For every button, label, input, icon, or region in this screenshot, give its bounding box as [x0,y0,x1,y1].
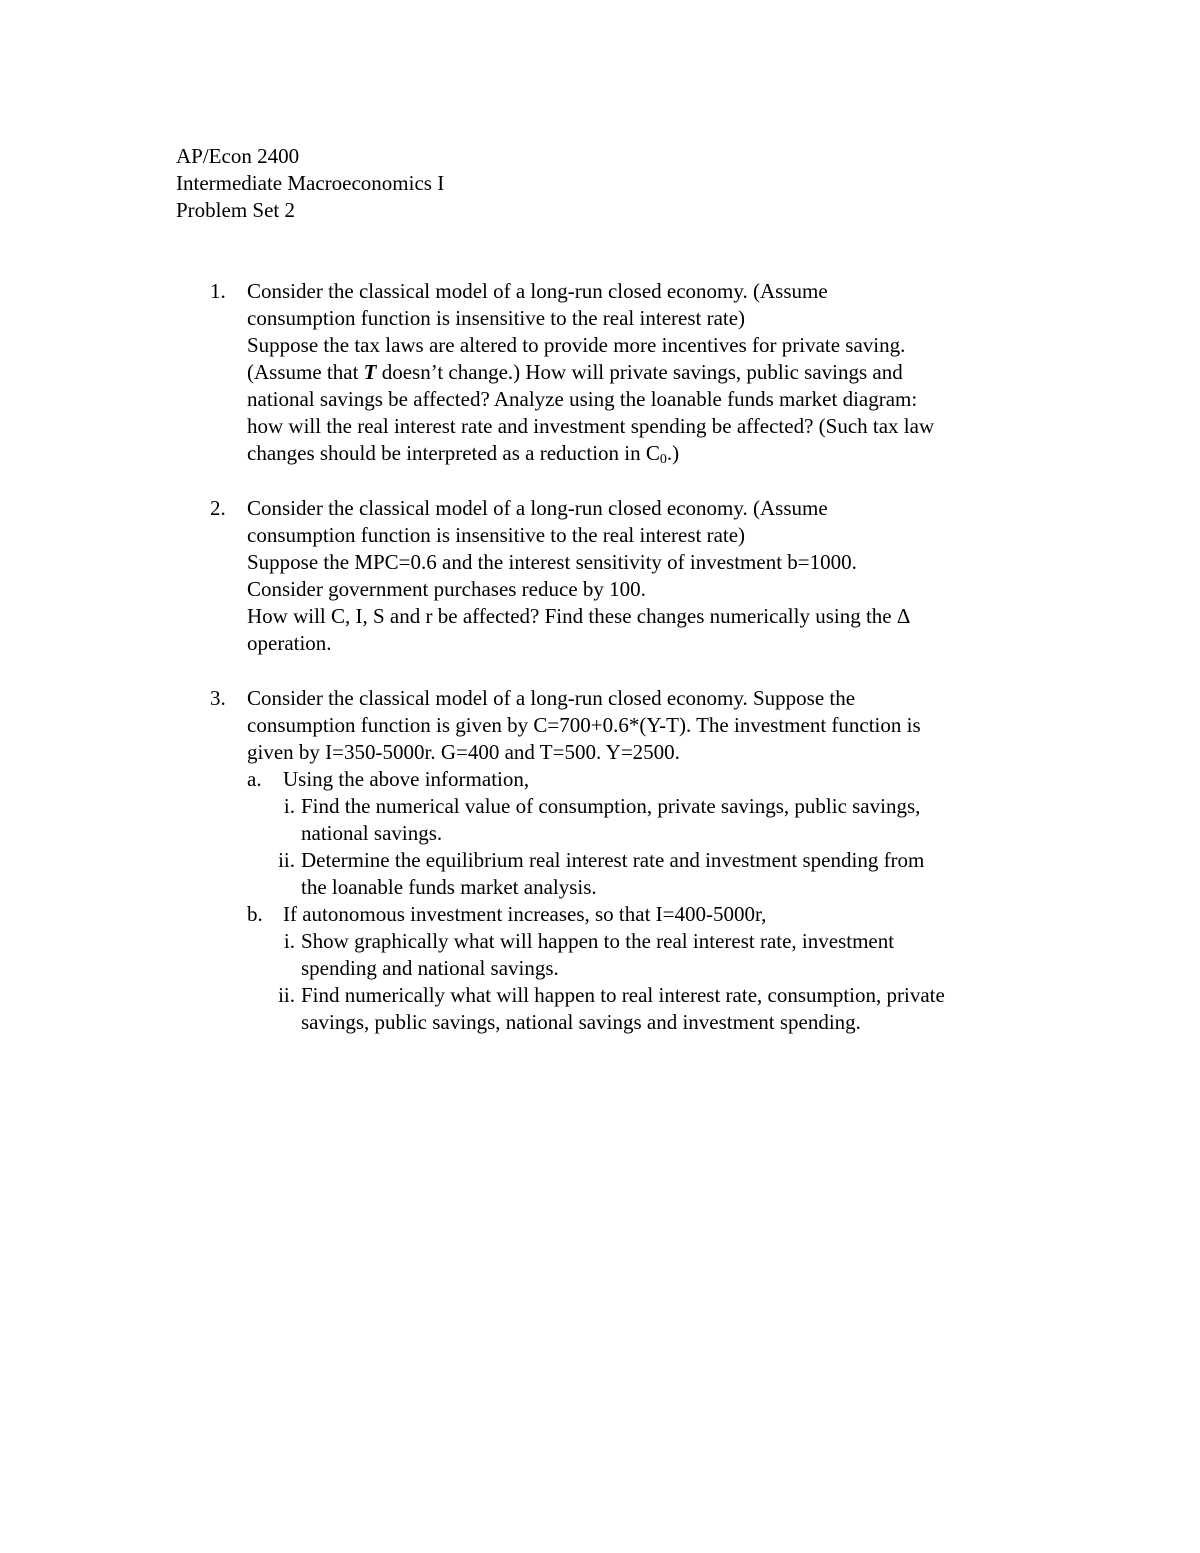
text-fragment: doesn’t change.) How will private savings, public savings and [376,360,903,384]
problem-text-line: consumption function is given by C=700+0.6*(Y-T). The investment function is [247,713,921,737]
text-fragment: (Assume that [247,360,364,384]
problem-text-line: Consider the classical model of a long-run closed economy. Suppose the [247,686,856,710]
item-text-line: Show graphically what will happen to the real interest rate, investment [301,929,895,953]
part-b-item-ii [247,982,1047,1036]
problem-text-line: Consider government purchases reduce by 100. [247,577,646,601]
part-a-item-ii [247,847,1047,901]
problem-body [247,685,1047,1036]
text-fragment: .) [666,441,680,465]
problem-text-line [247,440,1047,467]
item-text-line: savings, public savings, national savings and investment spending. [301,1010,861,1034]
problem-set-title: Problem Set 2 [176,198,295,222]
item-text-line: Find numerically what will happen to real interest rate, consumption, private [301,983,945,1007]
document-header [176,143,776,224]
item-text-line: the loanable funds market analysis. [301,875,597,899]
part-text: If autonomous investment increases, so that I=400-5000r, [283,902,767,926]
problem-text-line: how will the real interest rate and investment spending be affected? (Such tax law [247,414,935,438]
item-label: i. [283,794,295,818]
item-text-line: national savings. [301,821,443,845]
item-text-line: Determine the equilibrium real interest rate and investment spending from [301,848,925,872]
problem-number: 1. [210,279,226,303]
problem-text-line: Consider the classical model of a long-run closed economy. (Assume [247,496,828,520]
part-b-item-i [247,928,1047,982]
part-text: Using the above information, [283,767,530,791]
text-fragment: changes should be interpreted as a reduction in C [247,441,660,465]
part-b [247,901,1047,928]
part-a [247,766,1047,793]
problem-text-line: Suppose the tax laws are altered to provide more incentives for private saving. [247,333,906,357]
problem-text-line: operation. [247,631,332,655]
item-label: i. [283,929,295,953]
problem-text-line: Suppose the MPC=0.6 and the interest sensitivity of investment b=1000. [247,550,857,574]
tax-variable: T [363,360,377,384]
problem-number: 3. [210,686,226,710]
subscript: 0 [659,452,667,467]
problem-text-line: national savings be affected? Analyze using the loanable funds market diagram: [247,387,918,411]
course-title: Intermediate Macroeconomics I [176,171,445,195]
problem-body [247,495,1047,657]
problem-text-line: Consider the classical model of a long-run closed economy. (Assume [247,279,828,303]
item-label: ii. [278,983,295,1007]
problem-text-line: consumption function is insensitive to the real interest rate) [247,306,746,330]
problem-text-line: How will C, I, S and r be affected? Find these changes numerically using the Δ [247,604,911,628]
problem-body [247,278,1047,467]
item-text-line: Find the numerical value of consumption, private savings, public savings, [301,794,921,818]
problem-text-line [247,359,1047,386]
part-a-item-i [247,793,1047,847]
course-code: AP/Econ 2400 [176,144,300,168]
item-label: ii. [278,848,295,872]
problem-text-line: consumption function is insensitive to the real interest rate) [247,523,746,547]
part-label: b. [247,902,263,926]
problem-text-line: given by I=350-5000r. G=400 and T=500. Y=2500. [247,740,680,764]
part-label: a. [247,767,262,791]
problem-number: 2. [210,496,226,520]
item-text-line: spending and national savings. [301,956,559,980]
